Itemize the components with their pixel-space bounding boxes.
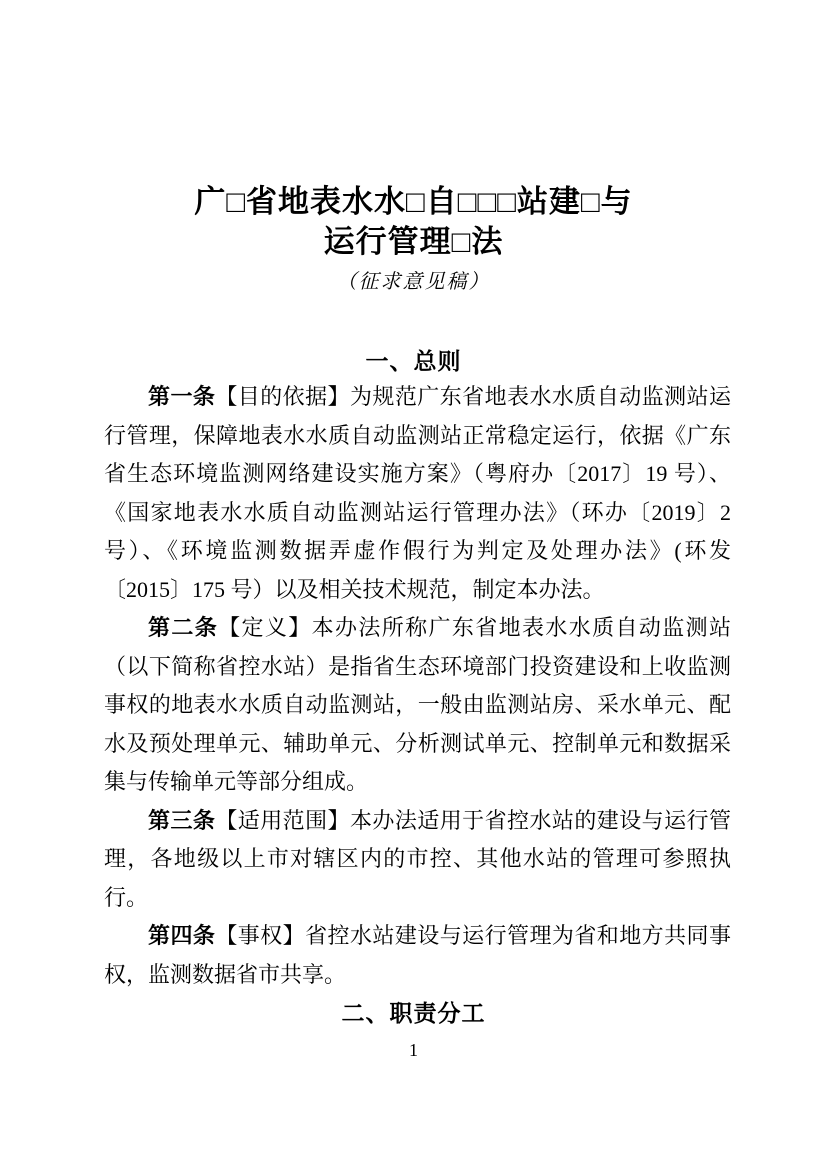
article-2-text: 本办法所称广东省地表水水质自动监测站（以下简称省控水站）是指省生态环境部门投资建设和上收监测事权的地表水水质自动监测站，一般由监测站房、采水单元、配水及预处理单元、辅助单元、分析测试单元、控制单元和数据采集与传输单元等部分组成。 (104, 615, 731, 794)
article-3 (104, 802, 731, 918)
page-number: 1 (409, 1040, 418, 1060)
article-2 (104, 609, 731, 802)
article-3-number: 第三条 (148, 807, 216, 833)
article-4-text: 省控水站建设与运行管理为省和地方共同事权，监测数据省市共享。 (104, 923, 731, 987)
article-4-label: 【事权】 (215, 923, 306, 948)
article-4 (104, 917, 731, 994)
section-heading-general-rules: 一、总则 (365, 348, 462, 374)
document-subtitle: （征求意见稿） (336, 271, 491, 293)
article-1 (104, 378, 731, 609)
document-title-line2: 运行管理□法 (323, 224, 504, 259)
document-title-line1: 广□省地表水水□自□□□站建□与 (194, 184, 633, 219)
article-4-number: 第四条 (148, 923, 216, 948)
article-2-number: 第二条 (148, 615, 219, 640)
article-3-text: 本办法适用于省控水站的建设与运行管理，各地级以上市对辖区内的市控、其他水站的管理可参照执行。 (104, 807, 731, 910)
article-2-label: 【定义】 (218, 615, 312, 640)
document-title (0, 182, 827, 262)
section-heading-duties: 二、职责分工 (341, 1000, 486, 1026)
document-body (104, 378, 731, 994)
article-1-number: 第一条 (148, 384, 216, 409)
article-1-label: 【目的依据】 (215, 384, 350, 409)
article-3-label: 【适用范围】 (215, 807, 350, 833)
article-1-text: 为规范广东省地表水水质自动监测站运行管理，保障地表水水质自动监测站正常稳定运行，依据《广东省生态环境监测网络建设实施方案》（粤府办〔2017〕19 号）、《国家地表水水质自动监测站运行管理办法》（环办〔2019〕2 号）、《环境监测数据弄虚作假行为判定及处理办法》(环发〔2015〕175 号）以及相关技术规范，制定本办法。 (104, 384, 731, 602)
